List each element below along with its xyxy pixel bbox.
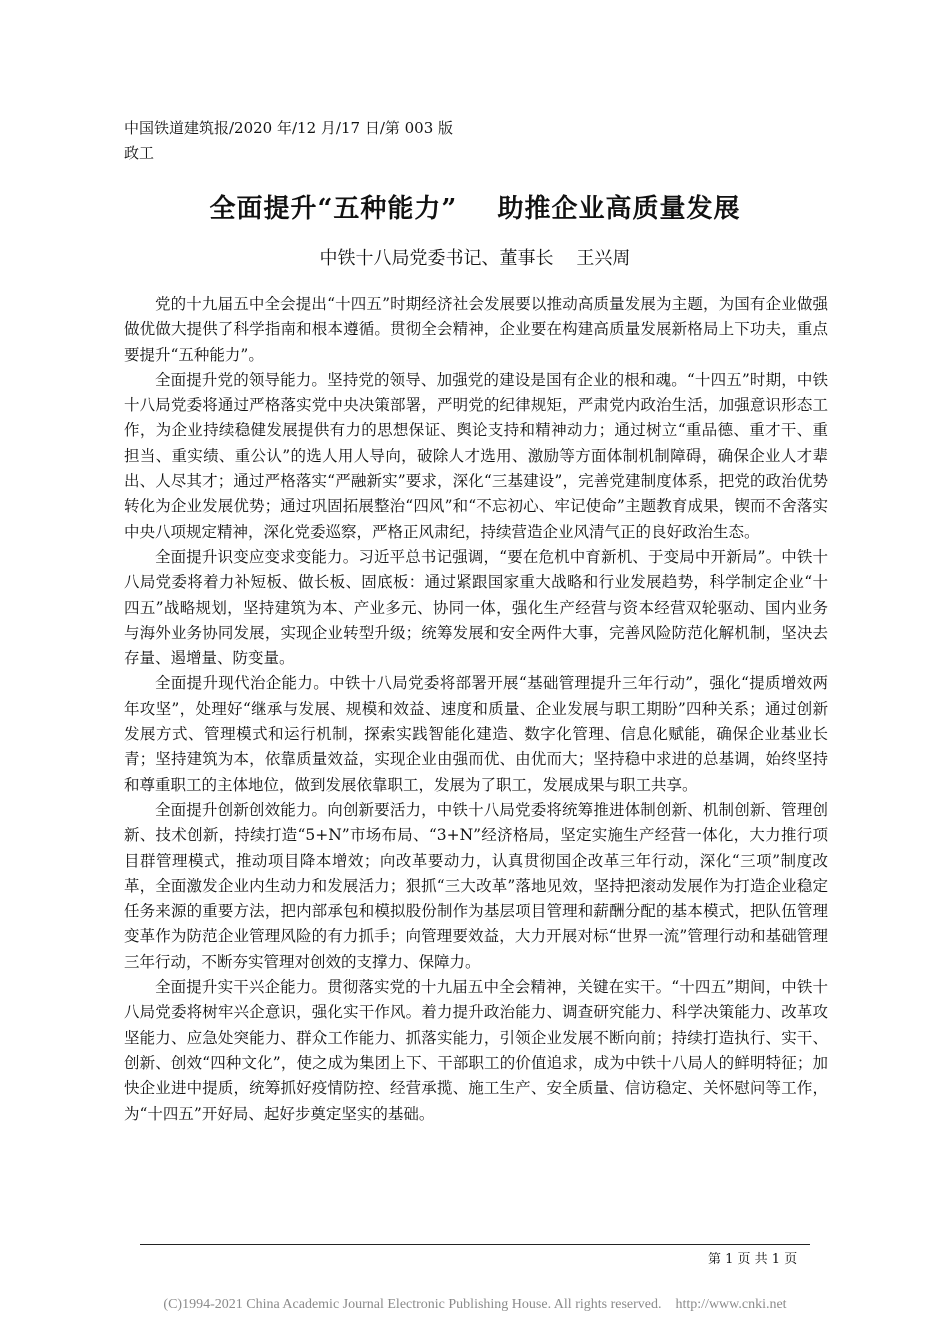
page-number: 第 1 页 共 1 页: [708, 1252, 798, 1267]
article-title: 全面提升“五种能力” 助推企业高质量发展: [209, 194, 741, 224]
article-byline: 中铁十八局党委书记、董事长 王兴周: [319, 248, 631, 269]
paragraph: 全面提升识变应变求变能力。习近平总书记强调，“要在危机中育新机、于变局中开新局”。中铁十八局党委将着力补短板、做长板、固底板：通过紧跟国家重大战略和行业发展趋势，科学制定企业“十四五”战略规划，坚持建筑为本、产业多元、协同一体，强化生产经营与资本经营双轮驱动、国内业务与海外业务协同发展，实现企业转型升级；统筹发展和安全两件大事，完善风险防范化解机制，坚决去存量、遏增量、防变量。: [124, 547, 828, 668]
article-body: [124, 292, 828, 1127]
publication-meta: [124, 116, 453, 166]
copyright-footer: (C)1994-2021 China Academic Journal Electronic Publishing House. All rights reserved. http://www.cnki.net: [163, 1297, 787, 1312]
paragraph: 全面提升实干兴企能力。贯彻落实党的十九届五中全会精神，关键在实干。“十四五”期间，中铁十八局党委将树牢兴企意识，强化实干作风。着力提升政治能力、调查研究能力、科学决策能力、改革攻坚能力、应急处突能力、群众工作能力、抓落实能力，引领企业发展不断向前；持续打造执行、实干、创新、创效“四种文化”，使之成为集团上下、干部职工的价值追求，成为中铁十八局人的鲜明特征；加快企业进中提质，统筹抓好疫情防控、经营承揽、施工生产、安全质量、信访稳定、关怀慰问等工作，为“十四五”开好局、起好步奠定坚实的基础。: [124, 978, 828, 1123]
paragraph: 全面提升创新创效能力。向创新要活力，中铁十八局党委将统筹推进体制创新、机制创新、管理创新、技术创新，持续打造“5+N”市场布局、“3+N”经济格局，坚定实施生产经营一体化，大力推行项目群管理模式，推动项目降本增效；向改革要动力，认真贯彻国企改革三年行动，深化“三项”制度改革，全面激发企业内生动力和发展活力；狠抓“三大改革”落地见效，坚持把滚动发展作为打造企业稳定任务来源的重要方法，把内部承包和模拟股份制作为基层项目管理和薪酬分配的基本模式，把队伍管理变革作为防范企业管理风险的有力抓手；向管理要效益，大力开展对标“世界一流”管理行动和基础管理三年行动，不断夯实管理对创效的支撑力、保障力。: [124, 800, 828, 971]
section-label: 政工: [124, 144, 155, 162]
source-line: 中国铁道建筑报/2020 年/12 月/17 日/第 003 版: [124, 119, 454, 137]
paragraph: 全面提升党的领导能力。坚持党的领导、加强党的建设是国有企业的根和魂。“十四五”时期，中铁十八局党委将通过严格落实党中央决策部署，严明党的纪律规矩，严肃党内政治生活，加强意识形态工作，为企业持续稳健发展提供有力的思想保证、舆论支持和精神动力；通过树立“重品德、重才干、重担当、重实绩、重公认”的选人用人导向，破除人才选用、激励等方面体制机制障碍，确保企业人才辈出、人尽其才；通过严格落实“严融新实”要求，深化“三基建设”，完善党建制度体系，把党的政治优势转化为企业发展优势；通过巩固拓展整治“四风”和“不忘初心、牢记使命”主题教育成果，锲而不舍落实中央八项规定精神，深化党委巡察，严格正风肃纪，持续营造企业风清气正的良好政治生态。: [124, 370, 828, 541]
paragraph: 全面提升现代治企能力。中铁十八局党委将部署开展“基础管理提升三年行动”，强化“提质增效两年攻坚”，处理好“继承与发展、规模和效益、速度和质量、企业发展与职工期盼”四种关系；通过创新发展方式、管理模式和运行机制，探索实践智能化建造、数字化管理、信息化赋能，确保企业基业长青；坚持建筑为本，依靠质量效益，实现企业由强而优、由优而大；坚持稳中求进的总基调，始终坚持和尊重职工的主体地位，做到发展依靠职工，发展为了职工，发展成果与职工共享。: [124, 674, 828, 794]
paragraph: 党的十九届五中全会提出“十四五”时期经济社会发展要以推动高质量发展为主题，为国有企业做强做优做大提供了科学指南和根本遵循。贯彻全会精神，企业要在构建高质量发展新格局上下功夫，重点要提升“五种能力”。: [124, 295, 828, 364]
footer-divider: [140, 1244, 810, 1245]
